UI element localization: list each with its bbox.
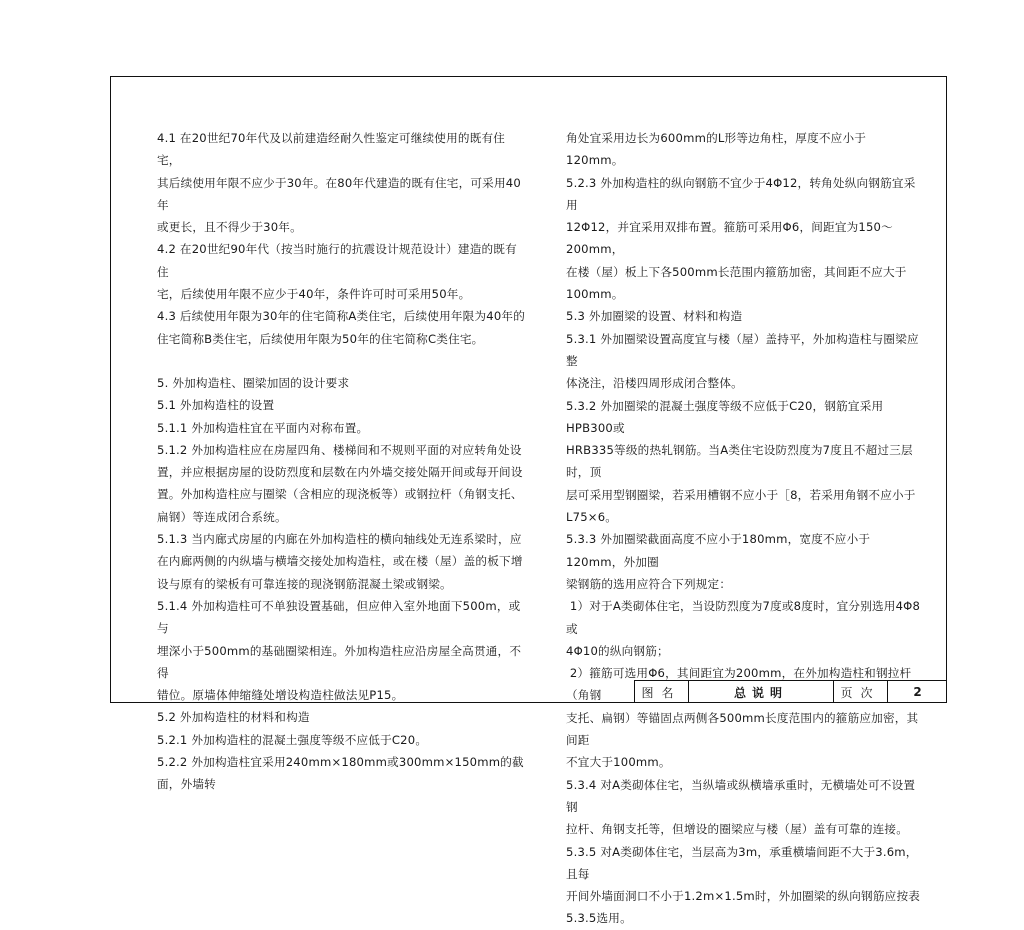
- text-line: 置，并应根据房屋的设防烈度和层数在内外墙交接处隔开间或每开间设: [157, 465, 523, 480]
- text-line: 梁钢筋的选用应符合下列规定：: [566, 576, 732, 591]
- text-line: 拉杆、角钢支托等，但增设的圈梁应与楼（屋）盖有可靠的连接。: [566, 822, 909, 837]
- text-line: 5.1.4 外加构造柱可不单独设置基础，但应伸入室外地面下500m，或与: [157, 598, 521, 636]
- text-line: 扁钢）等连成闭合系统。: [157, 509, 287, 524]
- text-line: 设与原有的梁板有可靠连接的现浇钢筋混凝土梁或钢梁。: [157, 576, 452, 591]
- text-line: 不宜大于100mm。: [566, 755, 671, 770]
- paragraph-gap: [157, 350, 525, 372]
- text-line: 5.3.5选用。: [566, 911, 632, 926]
- text-line: 体浇注，沿楼四周形成闭合整体。: [566, 376, 743, 391]
- text-line: 12Φ12，并宜采用双排布置。箍筋可采用Φ6，间距宜为150～200mm，: [566, 220, 893, 257]
- text-line: HRB335等级的热轧钢筋。当A类住宅设防烈度为7度且不超过三层时，顶: [566, 443, 913, 480]
- text-line: 在楼（屋）板上下各500mm长范围内箍筋加密，其间距不应大于100mm。: [566, 264, 907, 302]
- text-line: 或更长，且不得少于30年。: [157, 220, 302, 235]
- text-line: 开间外墙面洞口不小于1.2m×1.5m时，外加圈梁的纵向钢筋应按表: [566, 889, 921, 904]
- text-line: 5.2.3 外加构造柱的纵向钢筋不宜少于4Φ12，转角处纵向钢筋宜采用: [566, 175, 916, 212]
- text-line: 4Φ10的纵向钢筋；: [566, 643, 669, 658]
- text-line: 角处宜采用边长为600mm的L形等边角柱，厚度不应小于120mm。: [566, 131, 867, 168]
- text-line: 置。外加构造柱应与圈梁（含相应的现浇板等）或钢拉杆（角钢支托、: [157, 487, 523, 502]
- text-line: 4.3 后续使用年限为30年的住宅简称A类住宅，后续使用年限为40年的: [157, 309, 525, 324]
- text-line: 2）箍筋可选用Φ6，其间距宜为200mm，在外加构造柱和钢拉杆（角钢: [566, 666, 912, 703]
- text-line: 5.2 外加构造柱的材料和构造: [157, 710, 310, 725]
- text-line: 4.1 在20世纪70年代及以前建造经耐久性鉴定可继续使用的既有住宅，: [157, 131, 506, 168]
- title-block-name-label: 图名: [635, 681, 689, 703]
- text-line: 5.1 外加构造柱的设置: [157, 398, 275, 413]
- text-line: 5.3.5 对A类砌体住宅，当层高为3m，承重横墙间距不大于3.6m，且每: [566, 844, 918, 881]
- text-line: 埋深小于500mm的基础圈梁相连。外加构造柱应沿房屋全高贯通，不得: [157, 643, 522, 680]
- text-line: 宅，后续使用年限不应少于40年，条件许可时可采用50年。: [157, 287, 471, 302]
- text-line: 5.2.2 外加构造柱宜采用240mm×180mm或300mm×150mm的截面，外墙转: [157, 755, 524, 792]
- text-line: 错位。原墙体伸缩缝处增设构造柱做法见P15。: [157, 688, 404, 703]
- title-block-page-number: 2: [913, 685, 922, 699]
- text-line: 层可采用型钢圈梁，若采用槽钢不应小于［8，若采用角钢不应小于: [566, 487, 916, 502]
- text-line: 1）对于A类砌体住宅，当设防烈度为7度或8度时，宜分别选用4Φ8或: [566, 599, 921, 636]
- text-line: 5.3 外加圈梁的设置、材料和构造: [566, 309, 743, 324]
- text-line: 5.3.4 对A类砌体住宅，当纵墙或纵横墙承重时，无横墙处可不设置钢: [566, 777, 916, 814]
- right-text-column: [566, 127, 921, 930]
- text-line: 支托、扁钢）等锚固点两侧各500mm长度范围内的箍筋应加密，其间距: [566, 710, 919, 748]
- text-line: 5.2.1 外加构造柱的混凝土强度等级不应低于C20。: [157, 732, 428, 747]
- text-line: 5.1.3 当内廊式房屋的内廊在外加构造柱的横向轴线处无连系梁时，应: [157, 532, 522, 547]
- text-line: 住宅简称B类住宅，后续使用年限为50年的住宅简称C类住宅。: [157, 331, 484, 346]
- text-line: L75×6。: [566, 510, 618, 525]
- text-line: 5.3.3 外加圈梁截面高度不应小于180mm，宽度不应小于120mm，外加圈: [566, 532, 871, 569]
- title-block: [634, 680, 947, 703]
- title-block-page-label: 页次: [834, 681, 888, 703]
- text-line: 在内廊两侧的内纵墙与横墙交接处加构造柱，或在楼（屋）盖的板下增: [157, 554, 523, 569]
- text-line: 5.1.2 外加构造柱应在房屋四角、楼梯间和不规则平面的对应转角处设: [157, 442, 522, 457]
- text-line: 其后续使用年限不应少于30年。在80年代建造的既有住宅，可采用40年: [157, 175, 521, 212]
- text-line: 4.2 在20世纪90年代（按当时施行的抗震设计规范设计）建造的既有住: [157, 242, 517, 279]
- text-line: 5.3.2 外加圈梁的混凝土强度等级不应低于C20，钢筋宜采用HPB300或: [566, 398, 884, 435]
- title-block-name: 总说明: [689, 681, 834, 703]
- text-line: 5.3.1 外加圈梁设置高度宜与楼（屋）盖持平，外加构造柱与圈梁应整: [566, 331, 919, 368]
- left-text-column: [157, 127, 525, 796]
- section-heading: 5. 外加构造柱、圈梁加固的设计要求: [157, 375, 350, 390]
- text-line: 5.1.1 外加构造柱宜在平面内对称布置。: [157, 420, 369, 435]
